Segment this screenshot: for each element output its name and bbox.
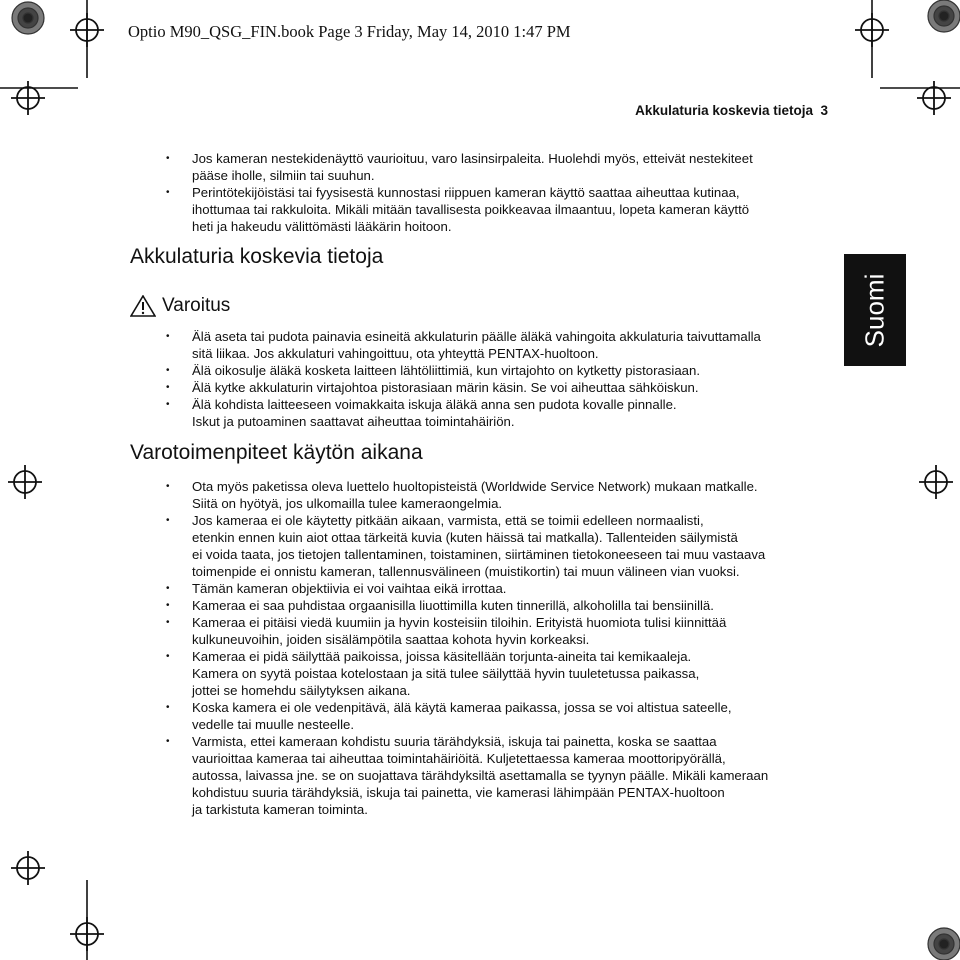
gradient-disc-top-right bbox=[928, 0, 960, 32]
gradient-disc-top-left bbox=[12, 2, 44, 34]
list-item: • Perintötekijöistäsi tai fyysisestä kunnostasi riippuen kameran käyttö saattaa aiheuttaa kutinaa, ihottumaa tai rakkuloita. Mikäli mitään tavallisesta poikkeavaa ilmaantuu, lopeta kameran käyttö heti ja hakeudu välittömästi lääkärin hoitoon. bbox=[130, 184, 830, 235]
list-item: • Älä oikosulje äläkä kosketa laitteen lähtöliittimiä, kun virtajohto on kytketty pistorasiaan. bbox=[130, 362, 830, 379]
language-tab-label: Suomi bbox=[859, 273, 890, 347]
list-item: • Kameraa ei saa puhdistaa orgaanisilla liuottimilla kuten tinnerillä, alkoholilla tai bensiinillä. bbox=[130, 597, 830, 614]
language-tab bbox=[844, 254, 906, 366]
running-head bbox=[635, 103, 828, 118]
registration-mark-top-right-2 bbox=[917, 81, 951, 115]
registration-mark-left bbox=[8, 465, 42, 499]
warning-list bbox=[130, 328, 830, 430]
running-head-title: Akkulaturia koskevia tietoja bbox=[635, 103, 813, 118]
registration-mark-top-left-2 bbox=[11, 81, 45, 115]
warning-heading bbox=[130, 294, 830, 318]
list-item: • Ota myös paketissa oleva luettelo huoltopisteistä (Worldwide Service Network) mukaan matkalle. Siitä on hyötyä, jos ulkomailla tulee kameraongelmia. bbox=[130, 478, 830, 512]
list-item: • Älä kytke akkulaturin virtajohtoa pistorasiaan märin käsin. Se voi aiheuttaa sähköiskun. bbox=[130, 379, 830, 396]
page-number: 3 bbox=[820, 103, 828, 118]
section-title-charger: Akkulaturia koskevia tietoja bbox=[130, 245, 384, 268]
list-item: • Tämän kameran objektiivia ei voi vaihtaa eikä irrottaa. bbox=[130, 580, 830, 597]
list-item: • Varmista, ettei kameraan kohdistu suuria tärähdyksiä, iskuja tai painetta, koska se saattaa vaurioittaa kameraa tai aiheuttaa toimintahäiriöitä. Kuljetettaessa kameraa moottoripyörällä, autossa, laivassa jne. se on suojattava tärähdyksiltä asettamalla se tyynyn päälle. Mikäli kameraan kohdistuu suuria tärähdyksiä, iskuja tai painetta, vie kamerasi lähimpään PENTAX-huoltoon ja tarkistuta kameran toiminta. bbox=[130, 733, 830, 818]
section-title-usage: Varotoimenpiteet käytön aikana bbox=[130, 441, 423, 464]
usage-list bbox=[130, 478, 830, 818]
list-item: • Älä aseta tai pudota painavia esineitä akkulaturin päälle äläkä vahingoita akkulaturia taivuttamalla sitä liikaa. Jos akkulaturi vahingoittuu, ota yhteyttä PENTAX-huoltoon. bbox=[130, 328, 830, 362]
gradient-disc-bottom-right bbox=[928, 928, 960, 960]
intro-list bbox=[130, 150, 830, 235]
list-item: • Jos kameraa ei ole käytetty pitkään aikaan, varmista, että se toimii edelleen normaalisti, etenkin ennen kuin aiot ottaa tärkeitä kuvia (kuten häissä tai matkalla). Tallenteiden säilymistä ei voida taata, jos tietojen tallentaminen, toistaminen, siirtäminen tietokoneeseen tai muu vastaava toimenpide ei onnistu kameran, tallennusvälineen (muistikortin) tai muun välineen vian vuoksi. bbox=[130, 512, 830, 580]
registration-mark-top-left bbox=[70, 13, 104, 47]
list-item: • Kameraa ei pidä säilyttää paikoissa, joissa käsitellään torjunta-aineita tai kemikaaleja. Kamera on syytä poistaa kotelostaan ja sitä tulee säilyttää hyvin tuuletetussa paikassa, jottei se homehdu säilytyksen aikana. bbox=[130, 648, 830, 699]
registration-mark-right bbox=[919, 465, 953, 499]
registration-mark-bottom-left bbox=[11, 851, 45, 885]
registration-mark-top-right bbox=[855, 13, 889, 47]
list-item: • Älä kohdista laitteeseen voimakkaita iskuja äläkä anna sen pudota kovalle pinnalle. Iskut ja putoaminen saattavat aiheuttaa toimintahäiriön. bbox=[130, 396, 830, 430]
list-item: • Koska kamera ei ole vedenpitävä, älä käytä kameraa paikassa, jossa se voi altistua sateelle, vedelle tai muulle nesteelle. bbox=[130, 699, 830, 733]
list-item: • Jos kameran nestekidenäyttö vaurioituu, varo lasinsirpaleita. Huolehdi myös, etteivät nestekiteet pääse iholle, silmiin tai suuhun. bbox=[130, 150, 830, 184]
warning-title: Varoitus bbox=[162, 295, 231, 316]
page-content bbox=[130, 150, 830, 818]
list-item: • Kameraa ei pitäisi viedä kuumiin ja hyvin kosteisiin tiloihin. Erityistä huomiota tulisi kiinnittää kulkuneuvoihin, joiden sisälämpötila saattaa kohota hyvin korkeaksi. bbox=[130, 614, 830, 648]
warning-icon bbox=[130, 295, 156, 317]
print-slug: Optio M90_QSG_FIN.book Page 3 Friday, May 14, 2010 1:47 PM bbox=[128, 22, 571, 41]
registration-mark-bottom-left-2 bbox=[70, 917, 104, 951]
